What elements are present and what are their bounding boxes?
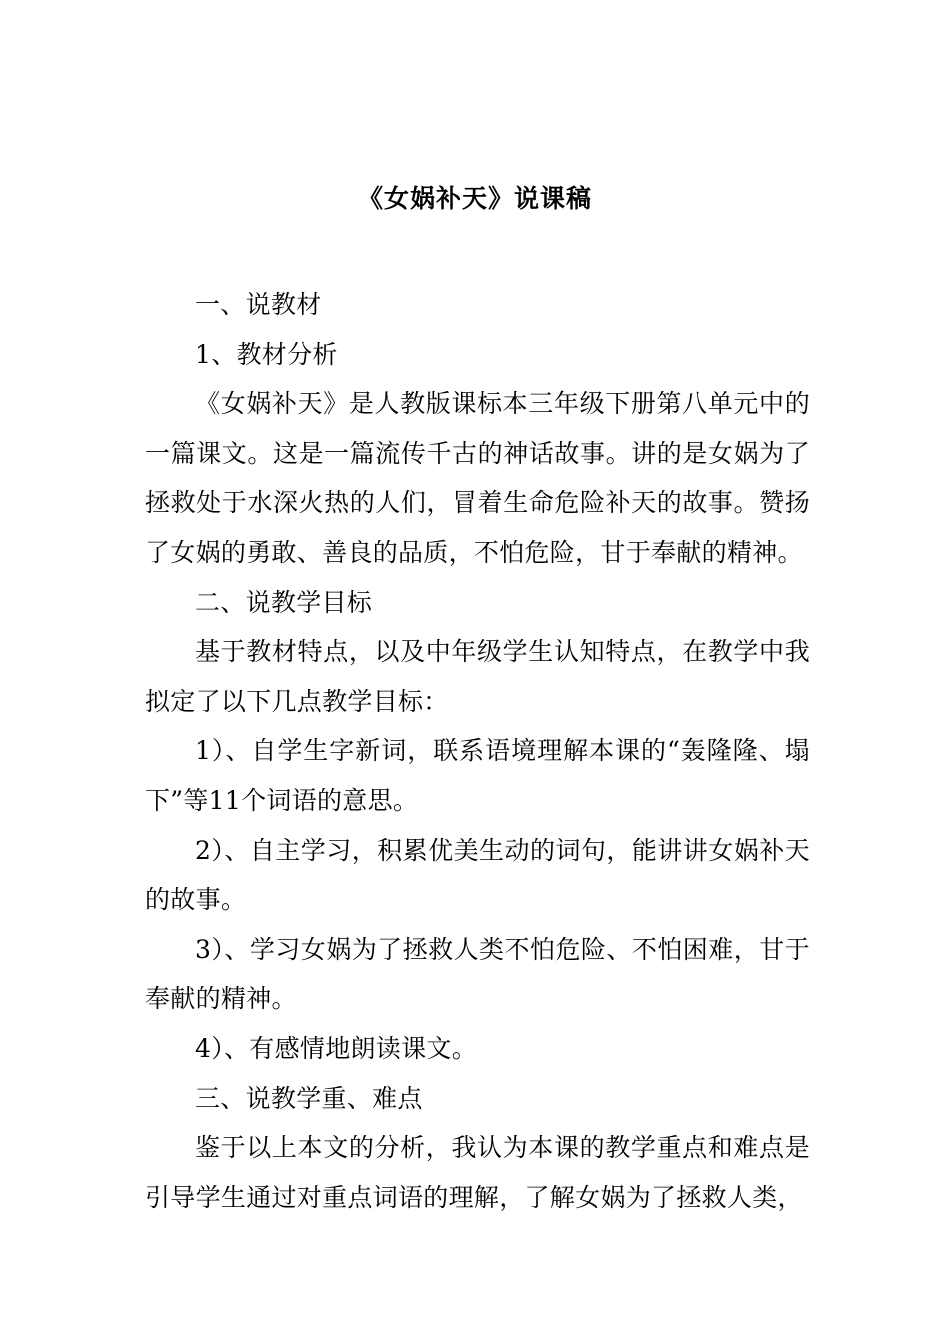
subheading-textbook-analysis: 1、教材分析 [195,339,338,369]
document-title: 《女娲补天》说课稿 [357,184,592,213]
goal-item-1: 1）、自学生字新词，联系语境理解本课的“轰隆隆、塌下”等11个词语的意思。 [145,736,810,815]
document-body [145,280,810,1222]
section-heading-key-points: 三、说教学重、难点 [195,1083,423,1113]
paragraph-textbook-analysis: 《女娲补天》是人教版课标本三年级下册第八单元中的一篇课文。这是一篇流传千古的神话故事。讲的是女娲为了拯救处于水深火热的人们，冒着生命危险补天的故事。赞扬了女娲的勇敢、善良的品质，不怕危险，甘于奉献的精神。 [145,389,810,567]
paragraph-goals-intro: 基于教材特点，以及中年级学生认知特点，在教学中我拟定了以下几点教学目标： [145,637,810,716]
goal-item-3: 3）、学习女娲为了拯救人类不怕危险、不怕困难，甘于奉献的精神。 [145,934,810,1014]
section-heading-textbook: 一、说教材 [195,290,322,319]
goal-item-4: 4）、有感情地朗读课文。 [195,1033,478,1063]
section-heading-teaching-goals: 二、说教学目标 [195,587,373,617]
paragraph-key-points: 鉴于以上本文的分析，我认为本课的教学重点和难点是引导学生通过对重点词语的理解，了解女娲为了拯救人类， [145,1133,810,1212]
goal-item-2: 2）、自主学习，积累优美生动的词句，能讲讲女娲补天的故事。 [145,835,810,915]
